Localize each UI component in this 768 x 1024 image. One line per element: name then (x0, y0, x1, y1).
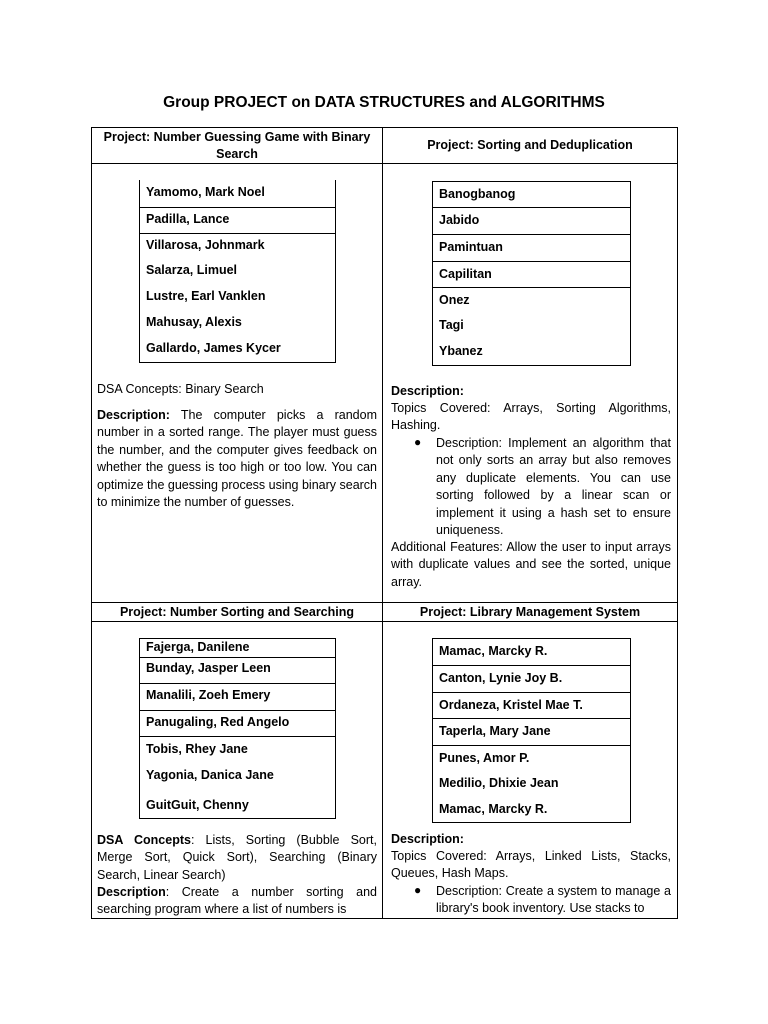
bullet-dot: ● (414, 435, 422, 449)
member-name: Onez (433, 287, 630, 307)
project-1-description (97, 407, 377, 511)
member-name: Canton, Lynie Joy B. (433, 665, 630, 685)
project-3-concepts (97, 832, 377, 884)
topics-covered: Topics Covered: Arrays, Sorting Algorithms, Hashing. (391, 401, 671, 433)
member-name: Jabido (433, 207, 630, 227)
member-name: Mahusay, Alexis (146, 315, 242, 329)
member-name: Yagonia, Danica Jane (146, 768, 274, 782)
project-4-bullet-description: Description: Create a system to manage a library's book inventory. Use stacks to (436, 884, 671, 916)
header-project-2: Project: Sorting and Deduplication (427, 138, 633, 152)
member-name: Mamac, Marcky R. (439, 802, 548, 816)
member-name: Fajerga, Danilene (146, 640, 250, 654)
member-name: Punes, Amor P. (433, 745, 630, 765)
description-text: : Create a number sorting and searching program where a list of numbers is (97, 885, 377, 917)
member-name: Banogbanog (439, 187, 516, 201)
member-name: Padilla, Lance (140, 207, 335, 226)
row-divider-header-1 (91, 163, 678, 164)
concepts-text: : Lists, Sorting (Bubble Sort, Merge Sort, Quick Sort), Searching (Binary Search, Linear Search) (97, 833, 377, 882)
member-name: Villarosa, Johnmark (140, 233, 335, 252)
member-list-project-1 (139, 180, 336, 363)
member-name: Manalili, Zoeh Emery (140, 683, 335, 702)
concepts-label: DSA Concepts (97, 833, 191, 847)
additional-features: Additional Features: Allow the user to input arrays with duplicate values and see the sorted, unique array. (391, 540, 671, 589)
member-name: Salarza, Limuel (146, 263, 238, 277)
header-project-1: Project: Number Guessing Game with Binary Search (103, 129, 371, 161)
description-text: The computer picks a random number in a sorted range. The player must guess the number, and the computer gives feedback on whether the guess is too high or too low. You can optimize the guessing process using binary search to minimize the number of guesses. (97, 408, 378, 510)
member-list-project-2 (432, 181, 631, 366)
member-name: Medilio, Dhixie Jean (439, 776, 559, 790)
description-label: Description: (391, 832, 464, 846)
header-project-4: Project: Library Management System (419, 604, 641, 619)
description-label: Description: (97, 408, 170, 422)
member-name: Ordaneza, Kristel Mae T. (433, 692, 630, 712)
member-name: Lustre, Earl Vanklen (146, 289, 266, 303)
header-project-3: Project: Number Sorting and Searching (119, 604, 355, 619)
column-divider (382, 127, 383, 919)
member-name: Pamintuan (433, 234, 630, 254)
member-name: Panugaling, Red Angelo (140, 710, 335, 729)
member-name: Bunday, Jasper Leen (140, 657, 335, 675)
member-name: Ybanez (439, 344, 483, 358)
member-list-project-3 (139, 638, 336, 819)
description-label: Description (97, 885, 166, 899)
member-name: Tobis, Rhey Jane (140, 736, 335, 756)
dsa-concepts: DSA Concepts: Binary Search (97, 382, 264, 396)
member-name: Yamomo, Mark Noel (146, 185, 265, 199)
project-2-bullet-description: Description: Implement an algorithm that not only sorts an array but also removes any duplicate elements. You can use sorting followed by a linear scan or implement it using a hash set to ensure uniqueness. (436, 436, 671, 538)
bullet-dot: ● (414, 883, 422, 897)
member-list-project-4 (432, 638, 631, 823)
member-name: Mamac, Marcky R. (439, 644, 548, 658)
topics-covered: Topics Covered: Arrays, Linked Lists, Stacks, Queues, Hash Maps. (391, 849, 671, 881)
description-label: Description: (391, 384, 464, 398)
row-divider-header-2 (91, 621, 678, 622)
member-name: Gallardo, James Kycer (146, 341, 281, 355)
page-title: Group PROJECT on DATA STRUCTURES and ALGORITHMS (163, 94, 605, 111)
member-name: Capilitan (433, 261, 630, 281)
member-name: GuitGuit, Chenny (146, 798, 249, 812)
member-name: Taperla, Mary Jane (433, 718, 630, 738)
project-3-description (97, 884, 377, 919)
member-name: Tagi (439, 318, 464, 332)
